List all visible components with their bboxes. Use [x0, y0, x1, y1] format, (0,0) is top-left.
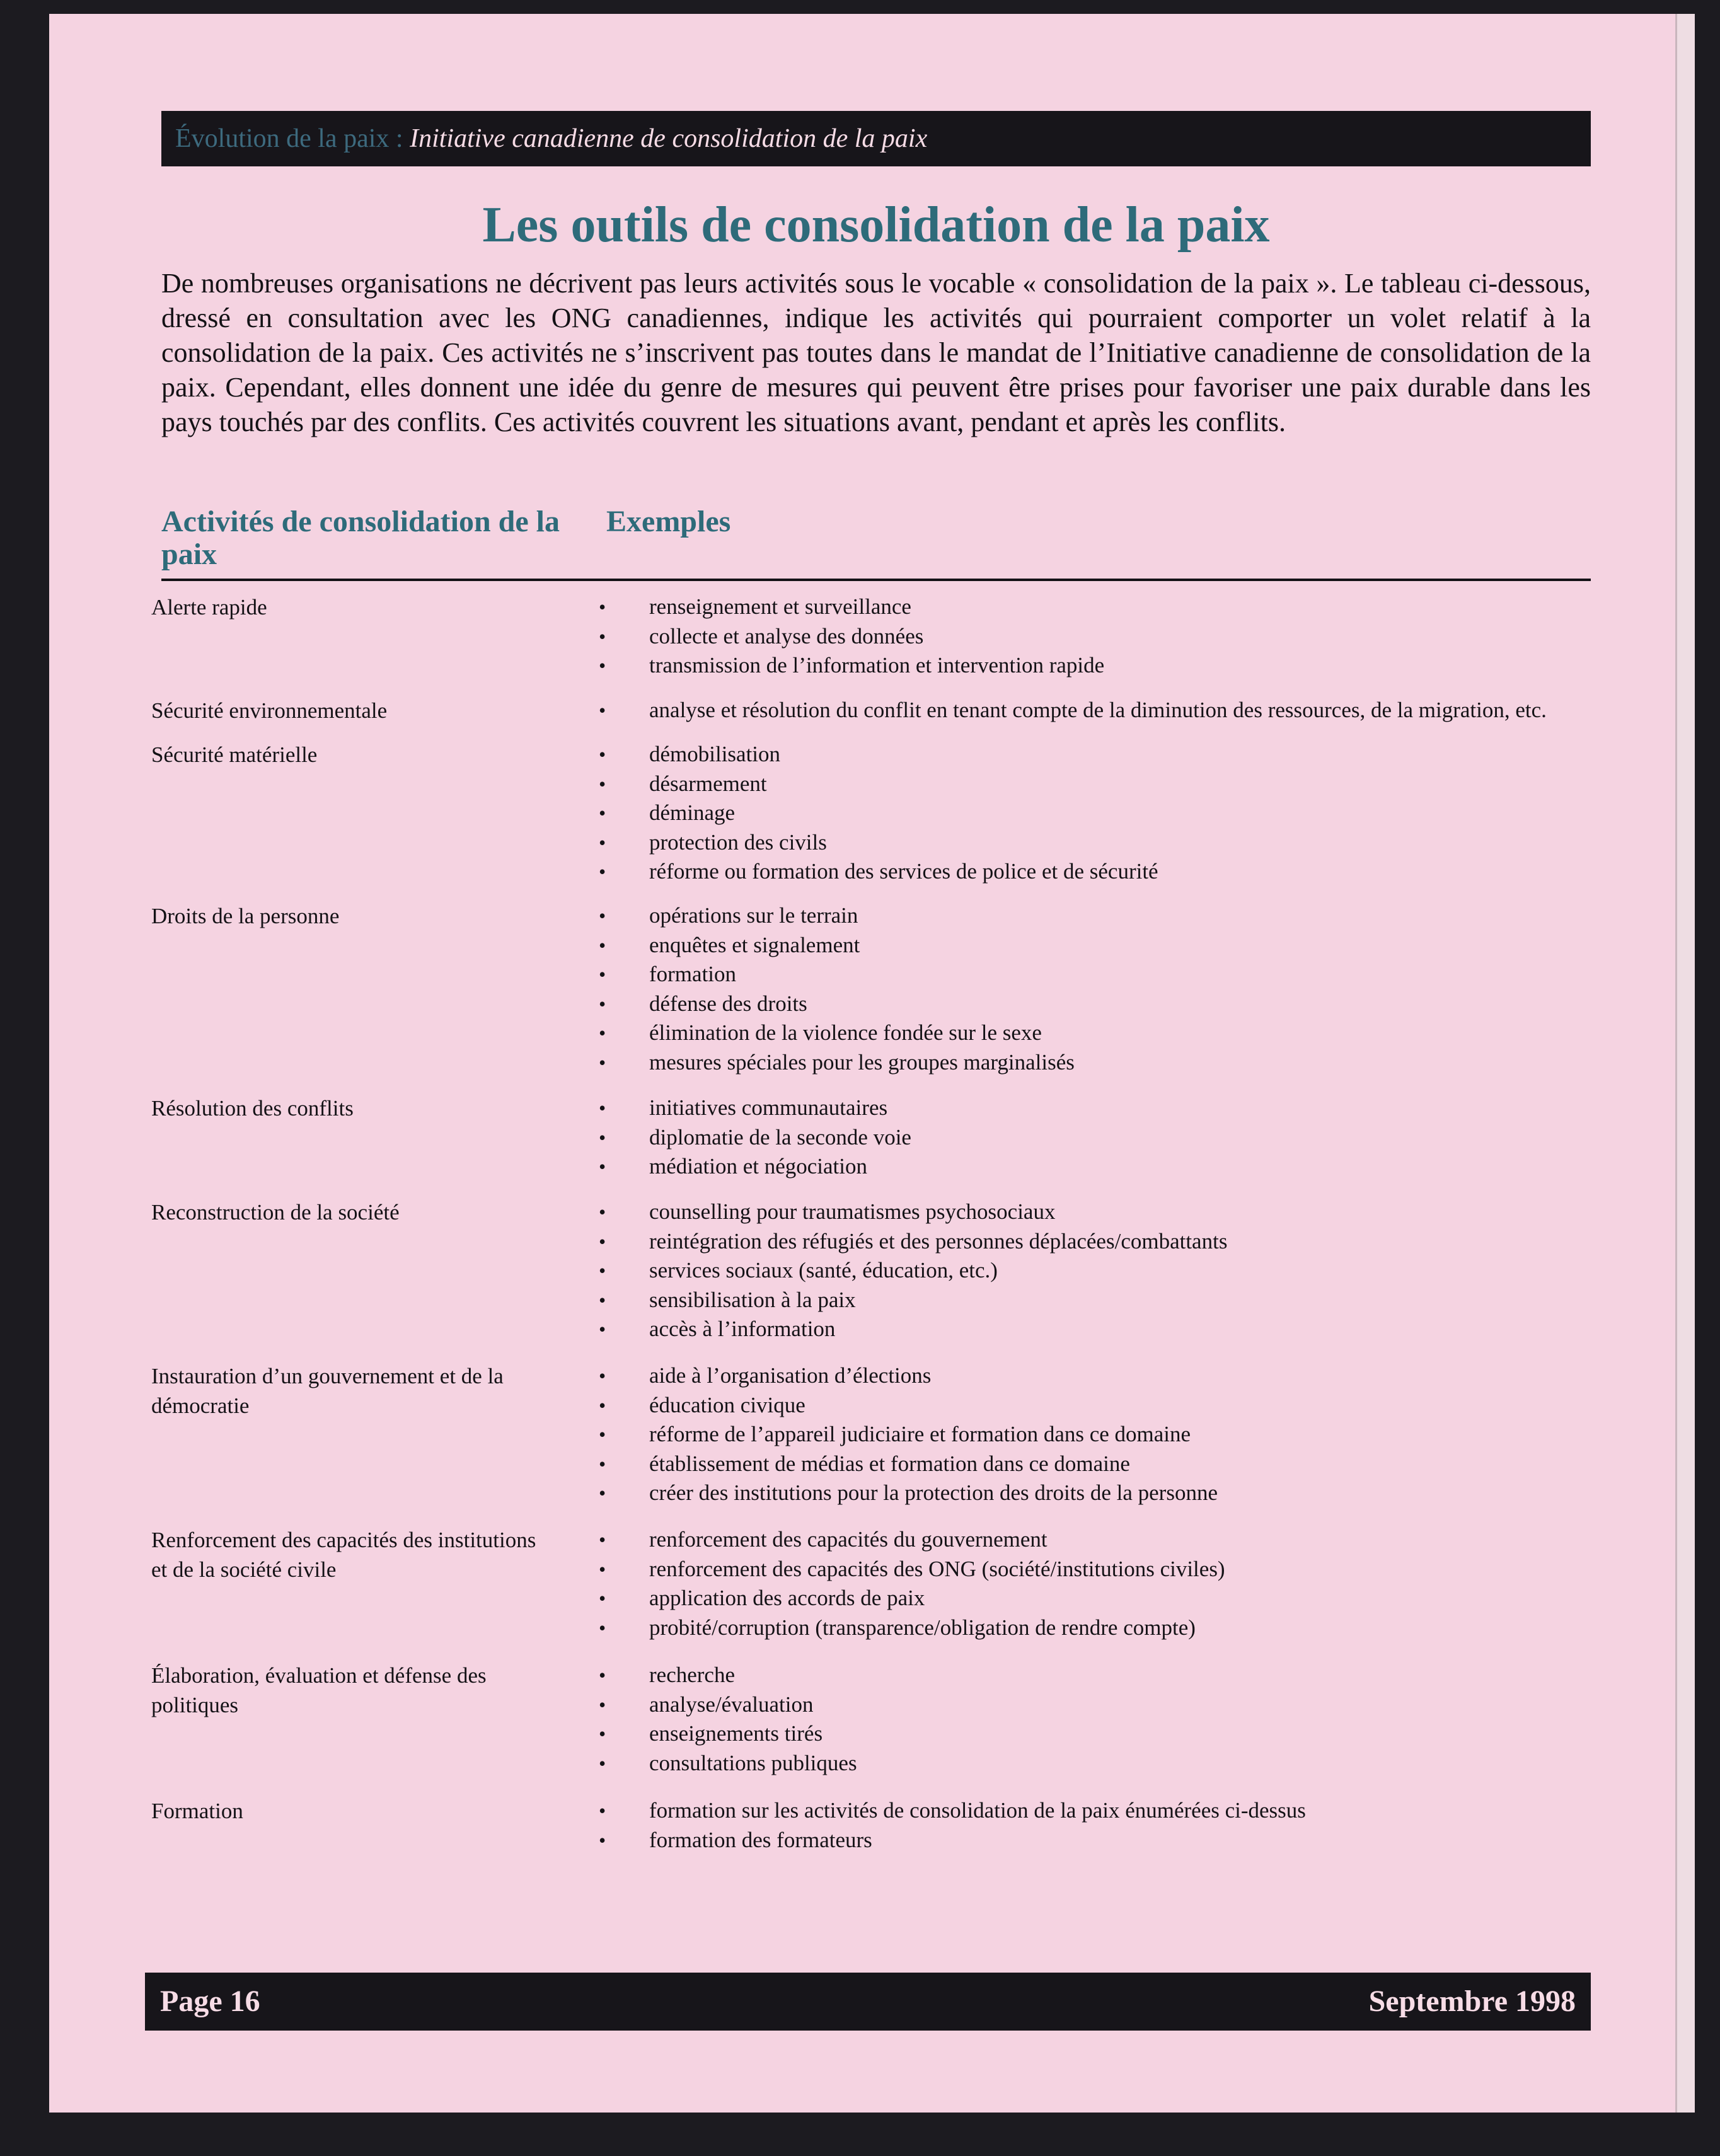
example-item: • établissement de médias et formation dans ce domaine: [592, 1450, 1218, 1479]
example-item: • réforme de l’appareil judiciaire et formation dans ce domaine: [592, 1420, 1218, 1450]
example-item: • accès à l’information: [592, 1315, 1227, 1344]
header-bar: [161, 111, 1591, 166]
activity-label: Résolution des conflits: [151, 1096, 354, 1121]
activity-label: Instauration d’un gouvernement et de la démocratie: [151, 1364, 504, 1418]
example-item: • réforme ou formation des services de police et de sécurité: [592, 857, 1158, 887]
example-item: • probité/corruption (transparence/obligation de rendre compte): [592, 1613, 1225, 1643]
example-item: • initiatives communautaires: [592, 1093, 911, 1123]
example-item: • renseignement et surveillance: [592, 592, 1104, 622]
example-item: • consultations publiques: [592, 1749, 857, 1778]
examples-list: [592, 901, 1075, 1077]
header-subtitle: Initiative canadienne de consolidation de la paix: [410, 124, 928, 153]
example-item: • counselling pour traumatismes psychosociaux: [592, 1197, 1227, 1227]
examples-list: [592, 696, 1547, 725]
example-item: • diplomatie de la seconde voie: [592, 1123, 911, 1153]
examples-list: [592, 1197, 1227, 1344]
activity-label: Élaboration, évaluation et défense des politiques: [151, 1663, 487, 1717]
example-item: • analyse et résolution du conflit en tenant compte de la diminution des ressources, de la migration, etc.: [592, 696, 1547, 725]
example-item: • formation des formateurs: [592, 1826, 1306, 1855]
example-item: • formation: [592, 960, 1075, 989]
examples-list: [592, 1796, 1306, 1855]
footer-bar: [145, 1973, 1591, 2031]
examples-list: [592, 1525, 1225, 1642]
examples-list: [592, 740, 1158, 887]
activity-label: Renforcement des capacités des institutions et de la société civile: [151, 1528, 536, 1582]
page-title: Les outils de consolidation de la paix: [482, 197, 1270, 253]
example-item: • formation sur les activités de consolidation de la paix énumérées ci-dessus: [592, 1796, 1306, 1826]
example-item: • élimination de la violence fondée sur le sexe: [592, 1018, 1075, 1048]
publication-date: Septembre 1998: [1368, 1985, 1576, 2018]
activity-label: Formation: [151, 1799, 243, 1823]
examples-list: [592, 1361, 1218, 1508]
examples-list: [592, 1093, 911, 1182]
activity-label: Droits de la personne: [151, 904, 340, 928]
example-item: • défense des droits: [592, 989, 1075, 1019]
example-item: • protection des civils: [592, 828, 1158, 858]
header-rule: [161, 579, 1591, 581]
page-edge: [1675, 14, 1695, 2113]
example-item: • reintégration des réfugiés et des personnes déplacées/combattants: [592, 1227, 1227, 1257]
example-item: • analyse/évaluation: [592, 1690, 857, 1720]
activity-label: Reconstruction de la société: [151, 1200, 400, 1225]
example-item: • mesures spéciales pour les groupes marginalisés: [592, 1048, 1075, 1078]
example-item: • éducation civique: [592, 1391, 1218, 1421]
example-item: • services sociaux (santé, éducation, etc.): [592, 1256, 1227, 1286]
example-item: • renforcement des capacités des ONG (société/institutions civiles): [592, 1555, 1225, 1584]
example-item: • enquêtes et signalement: [592, 931, 1075, 960]
activity-label: Sécurité matérielle: [151, 742, 318, 767]
example-item: • collecte et analyse des données: [592, 622, 1104, 652]
column-header-examples: Exemples: [606, 505, 731, 538]
header-series: Évolution de la paix :: [175, 124, 403, 153]
examples-list: [592, 1661, 857, 1778]
example-item: • déminage: [592, 798, 1158, 828]
example-item: • désarmement: [592, 770, 1158, 799]
example-item: • recherche: [592, 1661, 857, 1690]
activity-label: Alerte rapide: [151, 595, 267, 620]
example-item: • renforcement des capacités du gouvernement: [592, 1525, 1225, 1555]
example-item: • créer des institutions pour la protection des droits de la personne: [592, 1479, 1218, 1508]
example-item: • médiation et négociation: [592, 1152, 911, 1182]
activity-label: Sécurité environnementale: [151, 698, 388, 723]
example-item: • application des accords de paix: [592, 1584, 1225, 1613]
example-item: • opérations sur le terrain: [592, 901, 1075, 931]
page-number: Page 16: [160, 1985, 260, 2018]
column-header-activity: Activités de consolidation de la paix: [161, 505, 560, 571]
intro-paragraph: De nombreuses organisations ne décrivent pas leurs activités sous le vocable « consolidation de la paix ». Le tableau ci-dessous, dressé en consultation avec les ONG canadiennes, indique les activités qui pourraient comporter un volet relatif à la consolidation de la paix. Ces activités ne s’inscrivent pas toutes dans le mandat de l’Initiative canadienne de consolidation de la paix. Cependant, elles donnent une idée du genre de mesures qui peuvent être prises pour favoriser une paix durable dans les pays touchés par des conflits. Ces activités couvrent les situations avant, pendant et après les conflits.: [161, 268, 1591, 437]
example-item: • aide à l’organisation d’élections: [592, 1361, 1218, 1391]
example-item: • démobilisation: [592, 740, 1158, 770]
example-item: • transmission de l’information et intervention rapide: [592, 651, 1104, 681]
example-item: • enseignements tirés: [592, 1719, 857, 1749]
example-item: • sensibilisation à la paix: [592, 1286, 1227, 1315]
examples-list: [592, 592, 1104, 681]
